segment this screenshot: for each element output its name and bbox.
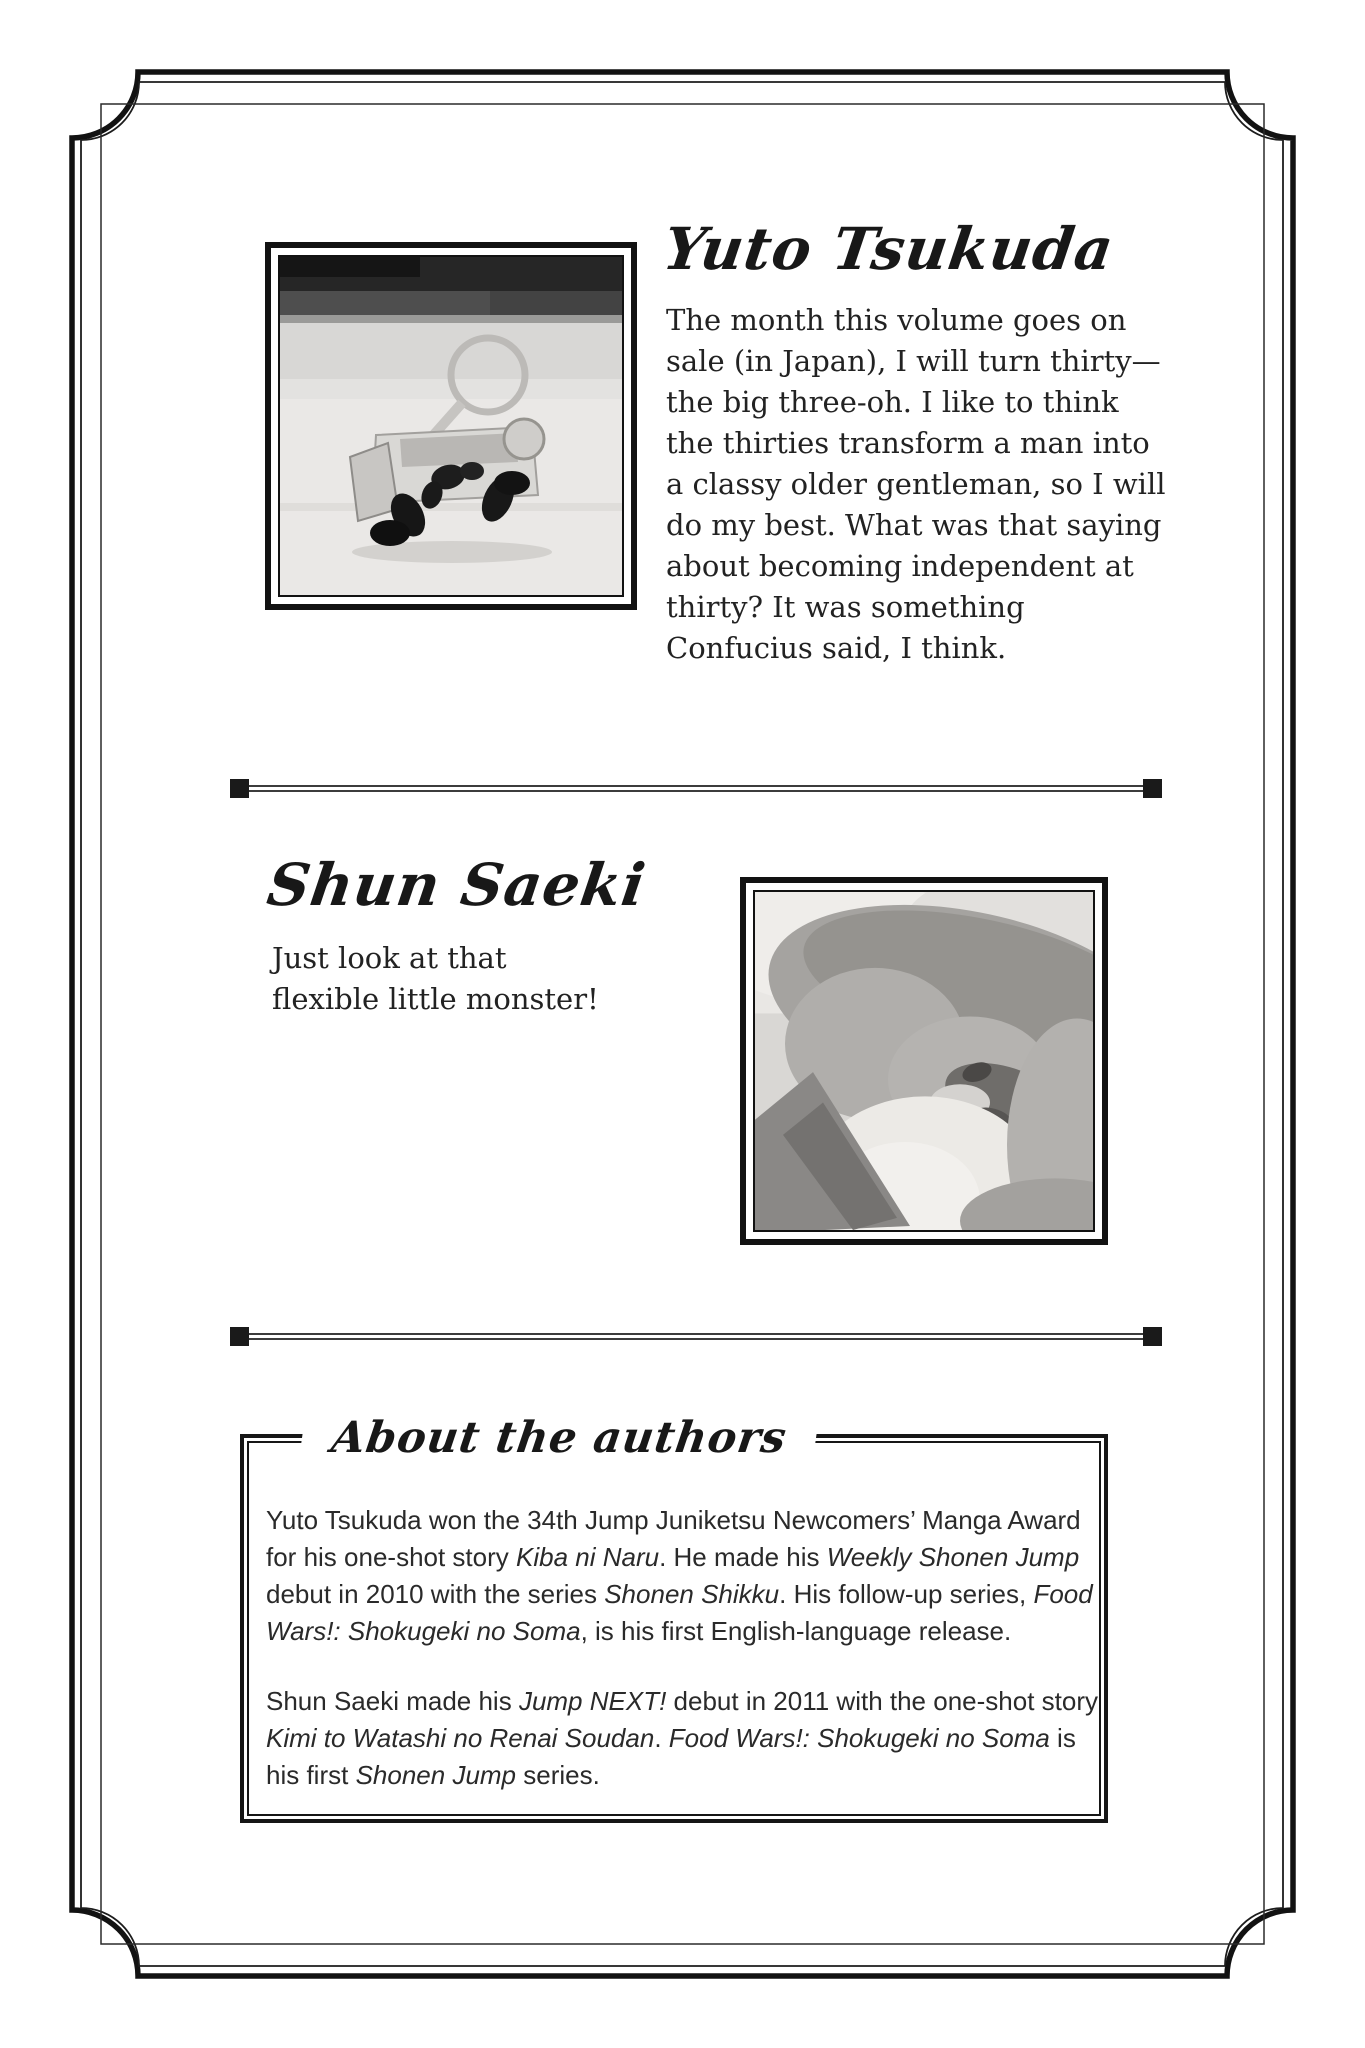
- tsukuda-bio: The month this volume goes on sale (in Japan), I will turn thirty—the big three-oh. I like to think the thirties transform a man into a classy older gentleman, so I will do my best. What was that saying about becoming independent at thirty? It was something Confucius said, I think.: [666, 303, 1166, 665]
- divider-end-square: [230, 779, 249, 798]
- tsukuda-about-paragraph: Yuto Tsukuda won the 34th Jump Juniketsu Newcomers’ Manga Award for his one-shot story Kiba ni Naru. He made his Weekly Shonen Jump debut in 2010 with the series Shonen Shikku. His follow-up series, Food Wars!: Shokugeki no Soma, is his first English-language release.: [266, 1505, 1093, 1646]
- saeki-photo: [753, 890, 1095, 1232]
- divider-rule: [249, 1333, 1143, 1340]
- divider-end-square: [1143, 1327, 1162, 1346]
- tsukuda-heading: Yuto Tsukuda: [659, 215, 1119, 283]
- about-authors-box: [240, 1413, 1108, 1823]
- tsukuda-photo-frame: [265, 242, 637, 610]
- about-authors-text: [266, 1502, 1098, 1794]
- section-divider: [230, 1326, 1162, 1346]
- saeki-photo-frame: [740, 877, 1108, 1245]
- wind-up-toy-illustration: [280, 257, 622, 595]
- divider-end-square: [1143, 779, 1162, 798]
- tsukuda-photo: [278, 255, 624, 597]
- divider-end-square: [230, 1327, 249, 1346]
- saeki-heading: Shun Saeki: [263, 851, 650, 919]
- sleeping-cat-illustration: [755, 892, 1093, 1230]
- saeki-about-paragraph: Shun Saeki made his Jump NEXT! debut in 2011 with the one-shot story Kimi to Watashi no Renai Soudan. Food Wars!: Shokugeki no Soma is his first Shonen Jump series.: [266, 1686, 1098, 1790]
- divider-rule: [249, 785, 1143, 792]
- about-authors-heading: About the authors: [297, 1404, 821, 1472]
- saeki-bio: Just look at that flexible little monster!: [272, 941, 599, 1016]
- section-divider: [230, 778, 1162, 798]
